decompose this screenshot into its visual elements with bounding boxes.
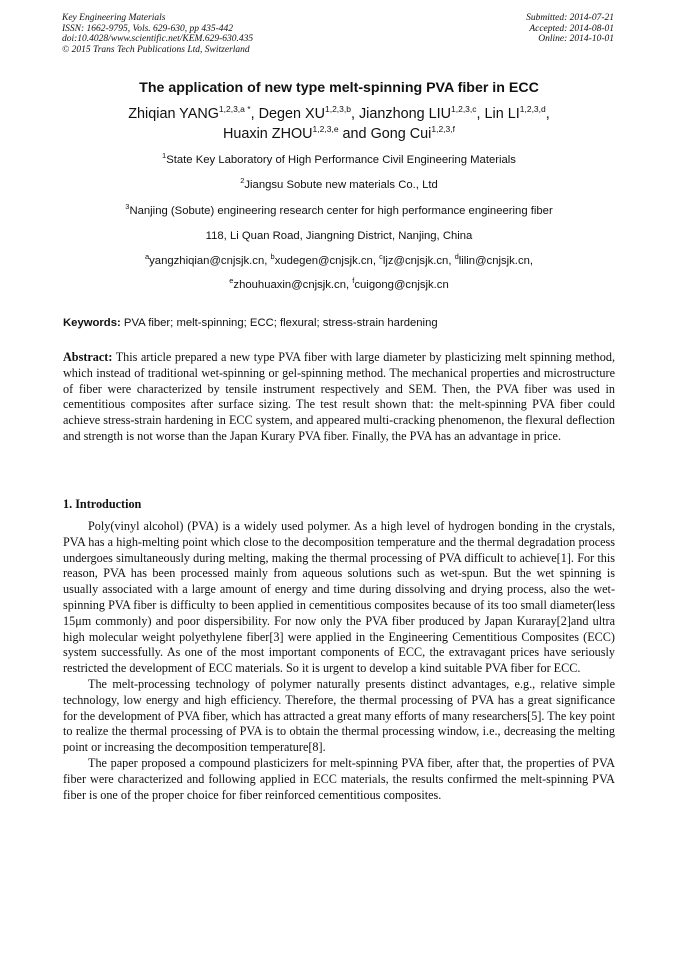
journal-issn: ISSN: 1662-9795, Vols. 629-630, pp 435-442: [62, 23, 233, 34]
email: $^f$cuigong@cnjsjk.cn: [352, 276, 449, 291]
section-heading: 1. Introduction: [63, 497, 142, 511]
email: $^a$yangzhiqian@cnjsjk.cn,: [144, 252, 271, 267]
introduction-body: [63, 519, 615, 803]
email: $^d$lilin@cnjsjk.cn,: [454, 252, 534, 267]
paragraph: Poly(vinyl alcohol) (PVA) is a widely used polymer. As a high level of hydrogen bonding in the crystals, PVA has a high-melting point which close to the decomposition temperature and the thermal degradation process undergoes simultaneously during melting, making the thermal processing of PVA difficult to achieve[1]. For this reason, PVA has been processed mainly from aqueous solutions such as wet-spun. But the wet spinning is usually associated with a large amount of energy and time during dissolving and drying process, also the wet-spinning PVA fiber is difficulty to been applied in cementitious composites because of its too small diameter(less 15μm commonly) and poor dispersibility. For now only the PVA fiber produced by Japan Kuraray[2]and ultra high molecular weight polyethylene fiber[3] were applied in the Engineering Cementitious Composites (ECC) system successfully. As one of the most important components of ECC, the extravagant prices have seriously restricted the development of ECC materials. So it is urgent to develop a kind suitable PVA fiber for ECC.: [63, 519, 615, 676]
journal-name: Key Engineering Materials: [62, 13, 166, 23]
paragraph: The paper proposed a compound plasticizers for melt-spinning PVA fiber, after that, the properties of PVA fiber were characterized and following applied in ECC materials, the results confirmed the melt-spinning PVA fiber is one of the proper choice for fiber reinforced cementitious composites.: [63, 755, 615, 802]
author: Lin LI$^{1,2,3,d}$,: [484, 104, 550, 122]
email: $^c$ljz@cnjsjk.cn,: [379, 252, 455, 267]
keywords-text: PVA fiber; melt-spinning; ECC; flexural; stress-strain hardening: [123, 317, 438, 329]
address: 118, Li Quan Road, Jiangning District, Nanjing, China: [205, 230, 473, 242]
author: Jianzhong LIU$^{1,2,3,c}$,: [358, 104, 485, 122]
email: $^e$zhouhuaxin@cnjsjk.cn,: [229, 276, 353, 291]
author: Zhiqian $YANG^{1,2,3,a *}$,: [128, 104, 259, 122]
journal-header: [62, 13, 253, 55]
publication-dates: [526, 13, 614, 45]
emails-line-1: [0, 252, 678, 267]
author: Degen XU$^{1,2,3,b}$,: [258, 104, 359, 122]
emails-line-2: [0, 276, 678, 291]
submitted-date: Submitted: 2014-07-21: [526, 13, 614, 23]
affiliation-1: $^1$State Key Laboratory of High Performance Civil Engineering Materials: [162, 151, 516, 166]
online-date: Online: 2014-10-01: [538, 34, 614, 45]
abstract-text: This article prepared a new type PVA fiber with large diameter by plasticizing melt spinning method, which instead of traditional wet-spinning or gel-spinning method. The mechanical properties and microstructure of fiber were characterized by tensile instrument respectively and SEM. Then, the PVA fiber was used in cementitious composites after surface sizing. The test result shown that: the melt-spinning PVA fiber could achieve stress-strain hardening in ECC system, and appeared multi-cracking phenomenon, the flexural deflection and strength is not worse than the Japan Kurary PVA fiber. Finally, the PVA has an advantage in price.: [63, 350, 615, 443]
email: $^b$xudegen@cnjsjk.cn,: [270, 252, 380, 267]
author: Gong Cui$^{1,2,3,f}$: [370, 124, 455, 142]
abstract-label: Abstract:: [63, 350, 113, 364]
journal-doi: doi:10.4028/www.scientific.net/KEM.629-630.435: [62, 34, 254, 45]
affiliation-2: $^2$Jiangsu Sobute new materials Co., Ltd: [240, 176, 438, 191]
paper-title: The application of new type melt-spinning PVA fiber in ECC: [139, 80, 539, 96]
journal-copyright: © 2015 Trans Tech Publications Ltd, Switzerland: [62, 44, 250, 55]
accepted-date: Accepted: 2014-08-01: [529, 23, 614, 34]
keywords-label: Keywords:: [63, 317, 121, 329]
affiliation-3: $^3$Nanjing (Sobute) engineering research center for high performance engineering fiber: [125, 202, 553, 217]
keywords: [63, 317, 438, 329]
author: Huaxin ZHOU$^{1,2,3,e}$ and: [222, 124, 371, 142]
author-list: [60, 104, 618, 144]
abstract: [63, 350, 615, 445]
paragraph: The melt-processing technology of polymer naturally presents distinct advantages, e.g., relative simple technology, low energy and high efficiency. Therefore, the thermal processing of PVA has a great significance for the development of PVA fiber, which has attracted a great many efforts of many researchers[5]. The key point to realize the thermal processing of PVA is to obtain the thermal processing window, i.e., decreasing the melting point or increasing the decomposition temperature[8].: [63, 676, 615, 755]
